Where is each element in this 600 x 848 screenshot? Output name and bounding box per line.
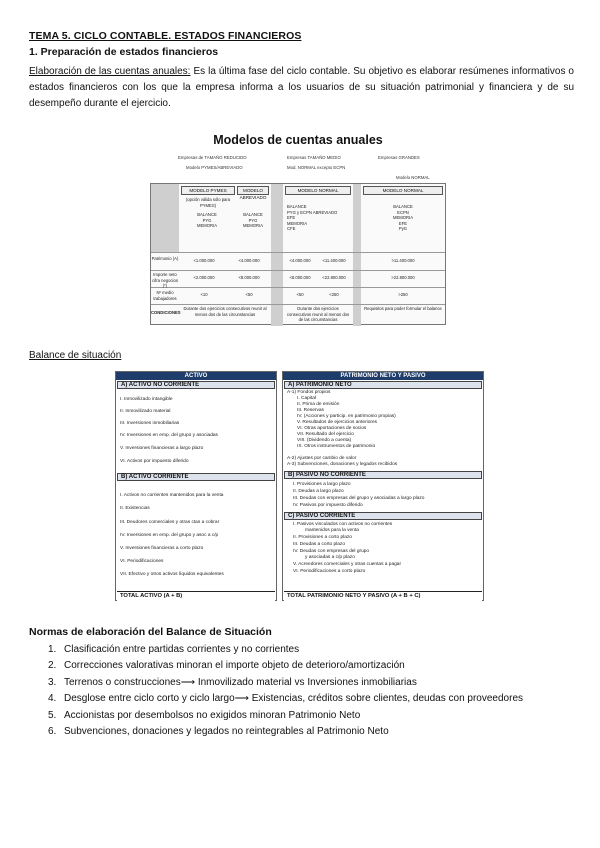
pymes-note: (opción válida sólo para PYMES) [185,197,231,208]
pn-title: A) PATRIMONIO NETO [284,381,482,389]
list-item: 4. Desglose entre ciclo corto y ciclo largo⟶ Existencias, créditos sobre clientes, deudas con proveedores [48,693,524,705]
ac-item: IV. Inversiones en emp. del grupo y asoc a c/p [120,533,219,538]
pn-item: IV. (Acciones y particip. en patrimonio propias) [297,414,396,419]
anc-item: VI. Activos por impuesto diferido [120,459,189,464]
value-patrimonio-1: <1.000.000 [193,258,215,263]
total-pasivo: TOTAL PATRIMONIO NETO Y PASIVO (A + B + C) [284,591,482,601]
pnc-item: I. Provisiones a largo plazo [293,482,351,487]
anc-item: II. Inmovilizado material [120,409,171,414]
pc-item: VI. Periodificaciones a corto plazo [293,569,366,574]
pnc-item: IV. Pasivos por impuesto diferido [293,503,363,508]
balance-figure [115,371,484,601]
row-label-trabajadores: Nº medio trabajadores [153,290,177,301]
ac-item: I. Activos no corrientes mantenidos para la venta [120,493,224,498]
label-medio: Empresas TAMAÑO MEDIO [287,155,341,160]
pymes-docs: BALANCE PYG MEMORIA [196,212,217,228]
anc-item: IV. Inversiones en emp. del grupo y asociadas [120,433,218,438]
label-pymes-abreviado: Modelo PYMES/ABREVIADO [186,165,243,170]
pn-item: IX. Otros instrumentos de patrimonio [297,444,376,449]
row-label-patrimonio: Patrimonio (A) [151,256,179,261]
pasivo-header: PATRIMONIO NETO Y PASIVO [283,372,483,380]
label-normal-excepto: Mod. NORMAL excepto ECPN [287,165,346,170]
pc-item: IV. Deudas con empresas del grupo [293,549,370,554]
value-patrimonio-4: <11.400.000 [322,258,346,263]
pn-item: A-3) Subvenciones, donaciones y legados recibidos [287,462,398,467]
models-title: Modelos de cuentas anuales [213,133,383,147]
ac-item: VI. Periodificaciones [120,559,164,564]
value-cifra-4: <22.800.000 [322,275,346,280]
value-cifra-5: >22.800.000 [391,275,415,280]
pn-item: A-1) Fondos propios [287,390,331,395]
list-item: 6. Subvenciones, donaciones y legados no reintegrables al Patrimonio Neto [48,725,389,737]
pc-title: C) PASIVO CORRIENTE [284,512,482,520]
pc-item: V. Acreedores comerciales y otras cuentas a pagar [293,562,402,567]
pc-item: III. Deudas a corto plazo [293,542,345,547]
list-item: 3. Terrenos o construcciones⟶ Inmovilizado material vs Inversiones inmobiliarias [48,676,417,688]
label-modelo-normal: Modelo NORMAL [396,175,430,180]
intro-text: Es la última fase del ciclo contable. Su objetivo es elaborar resúmenes informativos o estados financieros con los que la empresa informa a los usuarios de su situación patrimonial y financiera y de su desempeño durante el ejercicio. [29,66,574,109]
pn-item: A-2) Ajustes por cambio de valor [287,456,357,461]
abreviado-docs: BALANCE PYG MEMORIA [242,212,263,228]
header-normal-medio: MODELO NORMAL [285,186,351,195]
value-patrimonio-2: <4.000.000 [238,258,260,263]
row-label-condiciones: CONDICIONES [151,310,181,315]
rules-list [48,642,523,740]
ac-item: V. Inversiones financieras a corto plazo [120,546,204,551]
pn-item: III. Reservas [297,408,324,413]
pn-item: II. Prima de emisión [297,402,340,407]
anc-item: I. Inmovilizado intangible [120,397,173,402]
ac-item: II. Existencias [120,506,150,511]
activo-column [115,371,277,601]
pc-item: mantenidos para la venta [305,528,359,533]
normal-medio-docs: BALANCE PYG y ECPN ABREVIADO EFE MEMORIA CFE [287,204,338,231]
label-reducido: Empresas de TAMAÑO REDUCIDO [178,155,247,160]
value-cifra-3: <8.000.000 [289,275,311,280]
value-trab-3: <50 [296,292,304,297]
pn-item: VI. Otras aportaciones de socios [297,426,367,431]
value-trab-5: >250 [398,292,408,297]
pn-item: VII. Resultado del ejercicio [297,432,354,437]
ac-item: VII. Efectivo y otros activos líquidos equivalentes [120,572,224,577]
row-label-cifra: Importe neto cifra negocios (*) [152,272,178,288]
intro-paragraph [29,64,574,112]
pn-item: VIII. (Dividendo a cuenta) [297,438,352,443]
anc-item: III. Inversiones inmobiliarias [120,421,180,426]
condition-3: Requisitos para poder formular el balance [364,306,442,311]
list-item: 1. Clasificación entre partidas corrientes y no corrientes [48,644,300,655]
ac-title: B) ACTIVO CORRIENTE [117,473,275,481]
anc-title: A) ACTIVO NO CORRIENTE [117,381,275,389]
pnc-item: II. Deudas a largo plazo [293,489,344,494]
label-grandes: Empresas GRANDES [378,155,420,160]
value-trab-4: <250 [329,292,339,297]
value-cifra-1: <2.000.000 [193,275,215,280]
models-figure [150,133,446,327]
normal-grande-docs: BALANCE ECPN MEMORIA EFE PyG [392,204,413,231]
value-patrimonio-5: >11.400.000 [391,258,415,263]
pnc-title: B) PASIVO NO CORRIENTE [284,471,482,479]
value-trab-2: <50 [245,292,253,297]
ac-item: III. Deudores comerciales y otras ctas a cobrar [120,520,220,525]
section-title: 1. Preparación de estados financieros [29,46,219,58]
pc-item: I. Pasivos vinculados con activos no corrientes [293,522,393,527]
header-pymes: MODELO PYMES [181,186,235,195]
rules-title: Normas de elaboración del Balance de Situación [29,626,272,638]
list-item: 2. Correcciones valorativas minoran el importe objeto de deterioro/amortización [48,660,405,672]
list-item: 5. Accionistas por desembolsos no exigidos minoran Patrimonio Neto [48,709,361,721]
models-table [150,183,446,325]
value-patrimonio-3: <4.000.000 [289,258,311,263]
header-abreviado: MODELO ABREVIADO [237,186,269,195]
intro-label: Elaboración de las cuentas anuales: [29,66,191,77]
document-heading: TEMA 5. CICLO CONTABLE. ESTADOS FINANCIEROS [29,30,302,42]
pn-item: V. Resultados de ejercicios anteriores [297,420,378,425]
total-activo: TOTAL ACTIVO (A + B) [117,591,275,601]
condition-2: Durante dos ejercicios consecutivos reunir al menos dos de las circunstancias [286,306,350,322]
pc-item: II. Provisiones a corto plazo [293,535,352,540]
condition-1: Durante dos ejercicios consecutivos reunir al menos dos de las circunstancias [183,306,267,317]
pasivo-column [282,371,484,601]
pnc-item: III. Deudas con empresas del grupo y asociadas a largo plazo [293,496,425,501]
header-normal-grande: MODELO NORMAL [363,186,443,195]
pc-item: y asociadas a c/p plazo [305,555,355,560]
value-cifra-2: <8.000.000 [238,275,260,280]
activo-header: ACTIVO [116,372,276,380]
pn-item: I. Capital [297,396,316,401]
balance-caption: Balance de situación [29,350,122,361]
value-trab-1: <10 [200,292,208,297]
anc-item: V. Inversiones financieras a largo plazo [120,446,204,451]
